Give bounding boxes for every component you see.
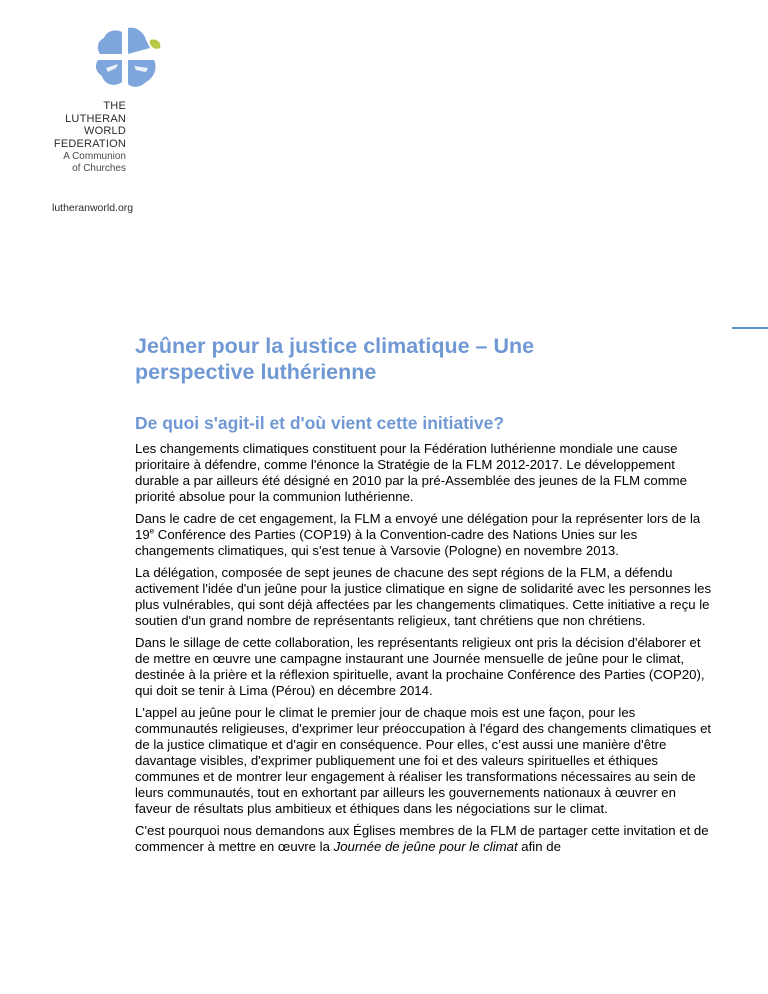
paragraph <box>135 511 715 559</box>
paragraph-text: afin de <box>517 839 561 854</box>
paragraph: Les changements climatiques constituent pour la Fédération luthérienne mondiale une cause prioritaire à défendre, comme l'énonce la Stratégie de la FLM 2012-2017. Le développement durable a par ailleurs été désigné en 2010 par la pré-Assemblée des jeunes de la FLM comme priorité absolue pour la communion luthérienne. <box>135 441 687 504</box>
organization-tagline-line: of Churches <box>72 163 126 174</box>
paragraph-text: Conférence des Parties (COP19) à la Convention-cadre des Nations Unies sur les changements climatiques, qui s'est tenue à Varsovie (Pologne) en novembre 2013. <box>135 527 638 558</box>
organization-tagline-line: A Communion <box>63 151 126 162</box>
ordinal-superscript: e <box>149 526 155 536</box>
organization-name-line: THE <box>103 100 126 112</box>
paragraph-text: C'est pourquoi nous demandons aux Églises membres de la FLM de partager cette invitation et de commencer à mettre en œuvre la <box>135 823 709 854</box>
document-title-line: perspective luthérienne <box>135 360 377 384</box>
paragraph: L'appel au jeûne pour le climat le premier jour de chaque mois est une façon, pour les communautés religieuses, d'exprimer leur préoccupation à l'égard des changements climatiques et de la justice climatique et d'agir en conséquence. Pour elles, c’est aussi une manière d'être davantage visibles, d'exprimer publiquement une foi et des valeurs spirituelles et éthiques communes et de montrer leur engagement à réaliser les transformations nécessaires au sein de leurs communautés, tout en exhortant par ailleurs les gouvernements nationaux à œuvrer en faveur de résultats plus ambitieux et éthiques dans les négociations sur le climat. <box>135 705 712 816</box>
edge-divider <box>732 327 768 329</box>
organization-name <box>40 100 126 150</box>
organization-tagline <box>40 151 126 175</box>
paragraph: Dans le sillage de cette collaboration, les représentants religieux ont pris la décision d'élaborer et de mettre en œuvre une campagne instaurant une Journée mensuelle de jeûne pour le climat, destinée à la prière et la réflexion spirituelle, avant la prochaine Conférence des Parties (COP20), qui doit se tenir à Lima (Pérou) en décembre 2014. <box>135 635 705 698</box>
organization-name-line: LUTHERAN <box>65 112 126 125</box>
section-heading: De quoi s'agit-il et d'où vient cette initiative? <box>135 413 505 433</box>
document-body <box>135 333 715 855</box>
document-title <box>135 333 715 385</box>
lwf-logo-icon <box>92 24 168 96</box>
organization-name-line: FEDERATION <box>53 137 126 150</box>
paragraph: La délégation, composée de sept jeunes de chacune des sept régions de la FLM, a défendu activement l'idée d'un jeûne pour la justice climatique en signe de solidarité avec les personnes les plus vulnérables, qui sont déjà affectées par les changements climatiques. Cette initiative a reçu le soutien d'un grand nombre de représentants religieux, tant chrétiens que non chrétiens. <box>135 565 712 628</box>
website-link[interactable]: lutheranworld.org <box>52 202 134 214</box>
paragraph <box>135 823 715 855</box>
paragraph-text: Dans le cadre de cet engagement, la FLM a envoyé une délégation pour la représenter lors de la 19 <box>135 511 701 542</box>
document-title-line: Jeûner pour la justice climatique – Une <box>135 334 535 358</box>
emphasized-text: Journée de jeûne pour le climat <box>333 839 518 854</box>
organization-name-line: WORLD <box>84 125 126 137</box>
